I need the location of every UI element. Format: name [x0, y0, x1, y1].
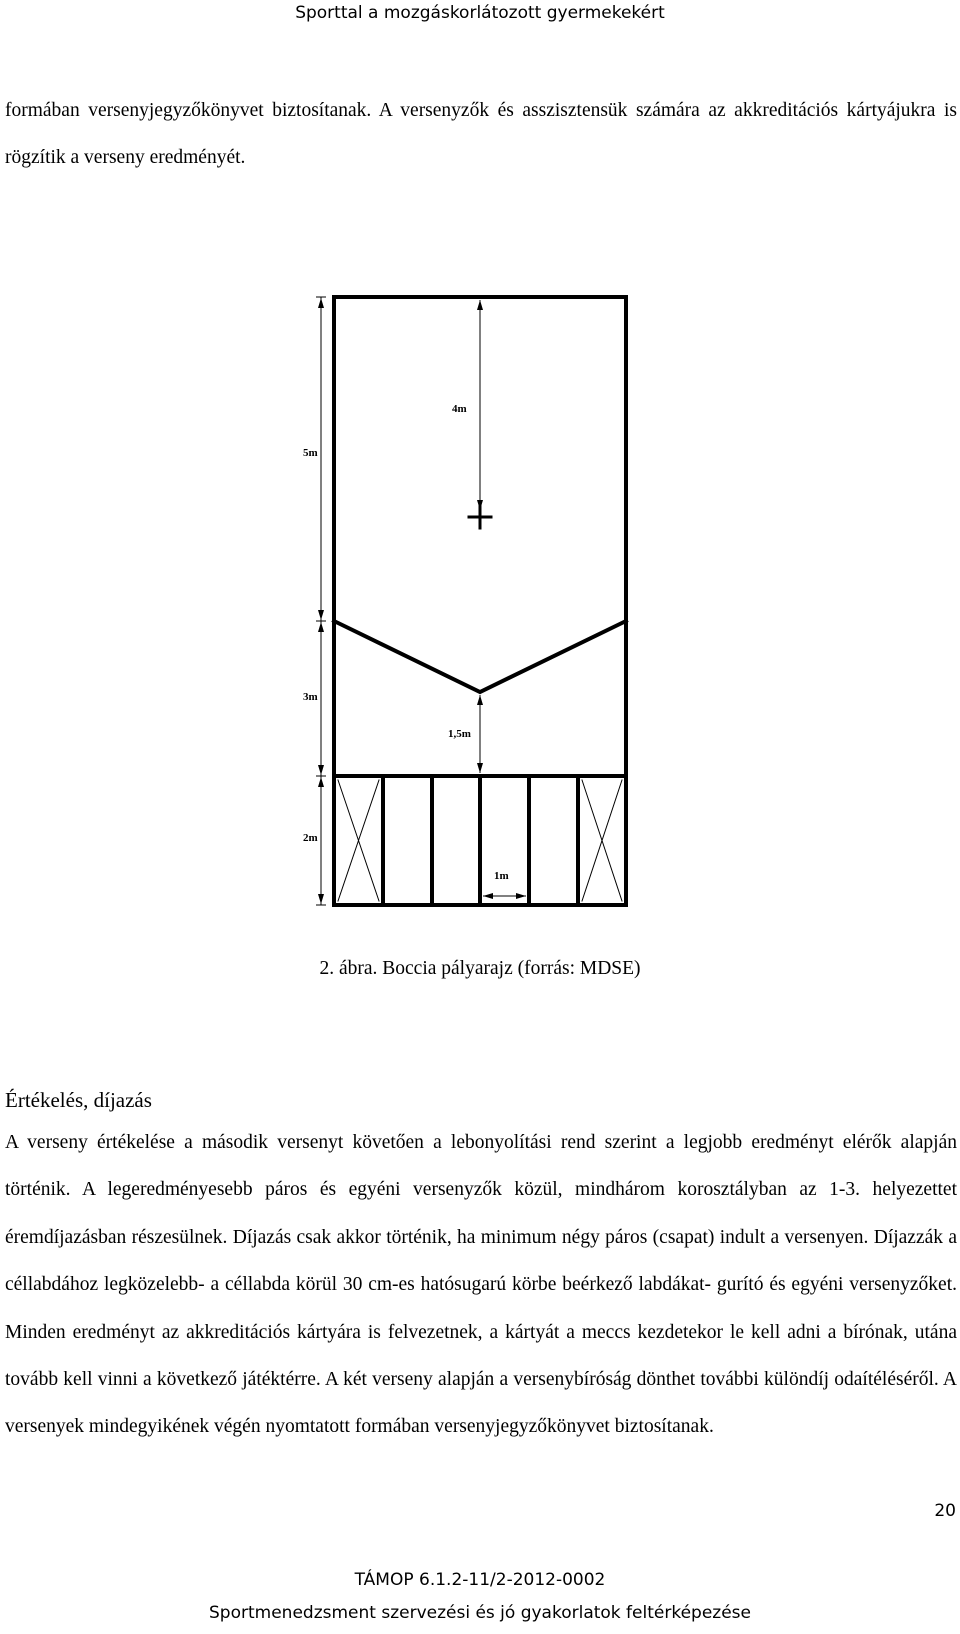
arrowhead [318, 894, 324, 904]
label-3m: 3m [303, 691, 318, 703]
footer-project-code: TÁMOP 6.1.2-11/2-2012-0002 [354, 1570, 606, 1590]
section-paragraph: A verseny értékelése a második versenyt követően a lebonyolítási rend szerint a legjobb eredményt elérők alapján történik. A legeredményesebb páros és egyéni versenyzők közül, mindhárom korosztályban az 1-3. helyezettet éremdíjazásban részesülnek. Díjazás csak akkor történik, ha minimum négy páros (csapat) indult a versenyen. Díjazzák a céllabdához legközelebb- a céllabda körül 30 cm-es hatósugarú körbe beérkező labdákat- gurító és egyéni versenyzőket. Minden eredményt az akkreditációs kártyára is felvezetnek, a kártyát a meccs kezdetekor le kell adni a bírónak, utána tovább kell vinni a következő játéktérre. A két verseny alapján a versenybíróság dönthet további különdíj odaítéléséről. A versenyek mindegyikének végén nyomtatott formában versenyjegyzőkönyvet biztosítanak. [5, 1132, 957, 1438]
intro-paragraph: formában versenyjegyzőkönyvet biztosítanak. A versenyzők és asszisztensük számára az akkreditációs kártyájukra is rögzítik a verseny eredményét. [5, 100, 957, 168]
v-line [334, 621, 626, 692]
arrowhead [318, 777, 324, 787]
page-number: 20 [934, 1501, 956, 1521]
arrowhead [516, 893, 526, 899]
label-1-5m: 1,5m [448, 728, 471, 740]
label-2m: 2m [303, 832, 318, 844]
arrowhead [477, 763, 483, 773]
arrowhead [318, 622, 324, 632]
section-heading: Értékelés, díjazás [5, 1088, 152, 1112]
arrowhead [318, 298, 324, 308]
running-header: Sporttal a mozgáskorlátozott gyermekekért [295, 3, 665, 23]
figure-caption: 2. ábra. Boccia pályarajz (forrás: MDSE) [319, 958, 641, 979]
arrowhead [477, 695, 483, 705]
arrowhead [483, 893, 493, 899]
arrowhead [318, 610, 324, 620]
label-1m: 1m [494, 870, 509, 882]
arrowhead [477, 300, 483, 310]
arrowhead [318, 765, 324, 775]
footer-project-title: Sportmenedzsment szervezési és jó gyakorlatok feltérképezése [209, 1603, 751, 1623]
label-4m: 4m [452, 403, 467, 415]
arrowhead [477, 500, 483, 510]
label-5m: 5m [303, 447, 318, 459]
